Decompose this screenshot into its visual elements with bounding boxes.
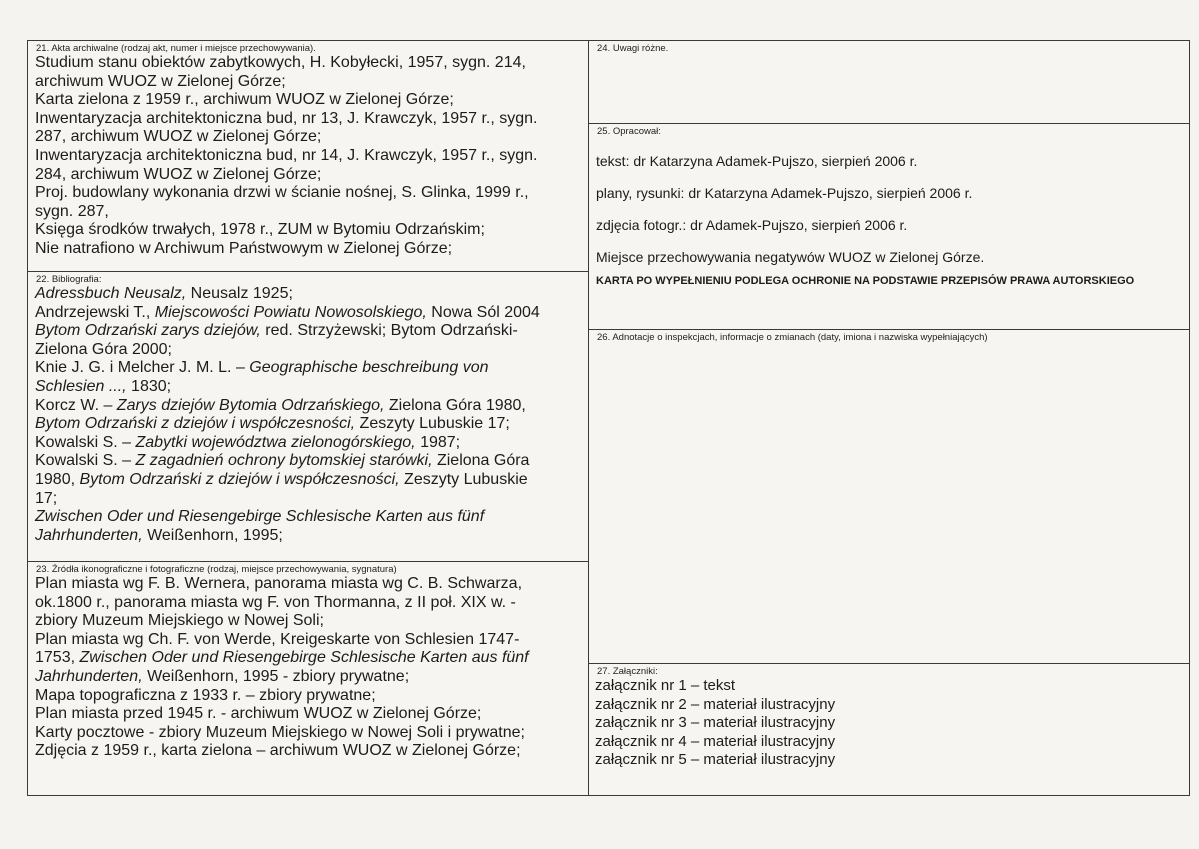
archival-entry-line: Nie natrafiono w Archiwum Państwowym w Zielonej Górze; — [35, 239, 453, 257]
source-line: ok.1800 r., panorama miasta wg F. von Thormanna, z II poł. XIX w. - — [35, 593, 516, 611]
source-line: zbiory Muzeum Miejskiego w Nowej Soli; — [35, 612, 324, 630]
author-text-line: tekst: dr Katarzyna Adamek-Pujszo, sierpień 2006 r. — [596, 153, 918, 169]
source-line: Mapa topograficzna z 1933 r. – zbiory prywatne; — [35, 686, 376, 704]
source-line: Plan miasta wg Ch. F. von Werde, Kreigeskarte von Schlesien 1747- — [35, 630, 520, 648]
section-22-body — [28, 285, 588, 545]
bibliography-entry-cont: 17; — [35, 489, 58, 507]
copyright-notice: KARTA PO WYPEŁNIENIU PODLEGA OCHRONIE NA PODSTAWIE PRZEPISÓW PRAWA AUTORSKIEGO — [596, 275, 1135, 287]
monument-record-form — [27, 40, 1190, 796]
attachment-item: załącznik nr 3 – materiał ilustracyjny — [595, 714, 836, 732]
section-21-label: 21. Akta archiwalne (rodzaj akt, numer i miejsce przechowywania). — [36, 43, 316, 54]
bibliography-entry-cont: Bytom Odrzański z dziejów i współczesności, Zeszyty Lubuskie 17; — [35, 415, 510, 433]
source-line: Jahrhunderten, Weißenhorn, 1995 - zbiory prywatne; — [35, 667, 410, 685]
section-25-prepared-by — [589, 123, 1189, 329]
bibliography-entry: Kowalski S. – Zabytki województwa zielonogórskiego, 1987; — [35, 433, 461, 451]
right-column — [589, 41, 1189, 795]
bibliography-entry: Knie J. G. i Melcher J. M. L. – Geographische beschreibung von — [35, 359, 489, 377]
attachment-item: załącznik nr 1 – tekst — [595, 677, 736, 694]
section-25-label: 25. Opracował: — [597, 126, 661, 137]
bibliography-entry-cont: Jahrhunderten, Weißenhorn, 1995; — [35, 526, 283, 544]
source-line: Zdjęcia z 1959 r., karta zielona – archiwum WUOZ w Zielonej Górze; — [35, 742, 521, 760]
attachment-item: załącznik nr 5 – materiał ilustracyjny — [595, 751, 836, 769]
author-plans-line: plany, rysunki: dr Katarzyna Adamek-Pujszo, sierpień 2006 r. — [596, 185, 973, 201]
section-22-label: 22. Bibliografia: — [36, 274, 102, 285]
attachment-item: załącznik nr 2 – materiał ilustracyjny — [595, 695, 836, 713]
source-line: Karty pocztowe - zbiory Muzeum Miejskiego w Nowej Soli i prywatne; — [35, 723, 525, 741]
section-24-label: 24. Uwagi różne. — [597, 43, 669, 54]
archival-entry-line: 287, archiwum WUOZ w Zielonej Górze; — [35, 128, 322, 146]
section-24-remarks — [589, 41, 1189, 123]
negatives-storage-line: Miejsce przechowywania negatywów WUOZ w Zielonej Górze. — [596, 249, 985, 265]
section-21-body — [28, 54, 588, 259]
bibliography-entry-cont: Schlesien ..., 1830; — [35, 377, 172, 395]
archival-entry-line: Studium stanu obiektów zabytkowych, H. Kobyłecki, 1957, sygn. 214, — [35, 54, 526, 71]
bibliography-entry: Adressbuch Neusalz, Neusalz 1925; — [35, 285, 293, 302]
section-25-body — [589, 137, 1189, 288]
left-column — [28, 41, 589, 795]
source-line: 1753, Zwischen Oder und Riesengebirge Schlesische Karten aus fünf — [35, 649, 529, 667]
archival-entry-line: sygn. 287, — [35, 202, 109, 220]
archival-entry-line: Karta zielona z 1959 r., archiwum WUOZ w Zielonej Górze; — [35, 91, 454, 109]
section-23-label: 23. Źródła ikonograficzne i fotograficzne (rodzaj, miejsce przechowywania, sygnatura) — [36, 564, 397, 575]
source-line: Plan miasta wg F. B. Wernera, panorama miasta wg C. B. Schwarza, — [35, 575, 523, 592]
section-26-inspection-notes — [589, 329, 1189, 663]
bibliography-entry: Kowalski S. – Z zagadnień ochrony bytomskiej starówki, Zielona Góra — [35, 452, 530, 470]
author-photos-line: zdjęcia fotogr.: dr Adamek-Pujszo, sierpień 2006 r. — [596, 217, 908, 233]
archival-entry-line: Proj. budowlany wykonania drzwi w ścianie nośnej, S. Glinka, 1999 r., — [35, 184, 529, 202]
attachments-list — [589, 677, 1189, 770]
archival-entry-line: 284, archiwum WUOZ w Zielonej Górze; — [35, 165, 322, 183]
section-21-archival-files — [28, 41, 588, 271]
section-23-iconographic-sources — [28, 561, 588, 795]
attachment-item: załącznik nr 4 – materiał ilustracyjny — [595, 732, 836, 750]
section-27-label: 27. Załączniki: — [597, 666, 658, 677]
source-line: Plan miasta przed 1945 r. - archiwum WUOZ w Zielonej Górze; — [35, 705, 482, 723]
archival-entry-line: Inwentaryzacja architektoniczna bud, nr 13, J. Krawczyk, 1957 r., sygn. — [35, 109, 538, 127]
archival-entry-line: Inwentaryzacja architektoniczna bud, nr 14, J. Krawczyk, 1957 r., sygn. — [35, 146, 538, 164]
bibliography-entry: Zwischen Oder und Riesengebirge Schlesische Karten aus fünf — [35, 508, 485, 526]
bibliography-entry-cont: Zielona Góra 2000; — [35, 340, 172, 358]
bibliography-entry: Andrzejewski T., Miejscowości Powiatu Nowosolskiego, Nowa Sól 2004 — [35, 303, 540, 321]
section-23-body — [28, 575, 588, 761]
archival-entry-line: archiwum WUOZ w Zielonej Górze; — [35, 72, 286, 90]
bibliography-entry-cont: 1980, Bytom Odrzański z dziejów i współczesności, Zeszyty Lubuskie — [35, 470, 528, 488]
section-22-bibliography — [28, 271, 588, 561]
bibliography-entry: Bytom Odrzański zarys dziejów, red. Strzyżewski; Bytom Odrzański- — [35, 322, 518, 340]
bibliography-entry: Korcz W. – Zarys dziejów Bytomia Odrzańskiego, Zielona Góra 1980, — [35, 396, 526, 414]
section-27-attachments — [589, 663, 1189, 795]
section-26-label: 26. Adnotacje o inspekcjach, informacje o zmianach (daty, imiona i nazwiska wypełniających) — [597, 332, 988, 343]
archival-entry-line: Księga środków trwałych, 1978 r., ZUM w Bytomiu Odrzańskim; — [35, 221, 485, 239]
